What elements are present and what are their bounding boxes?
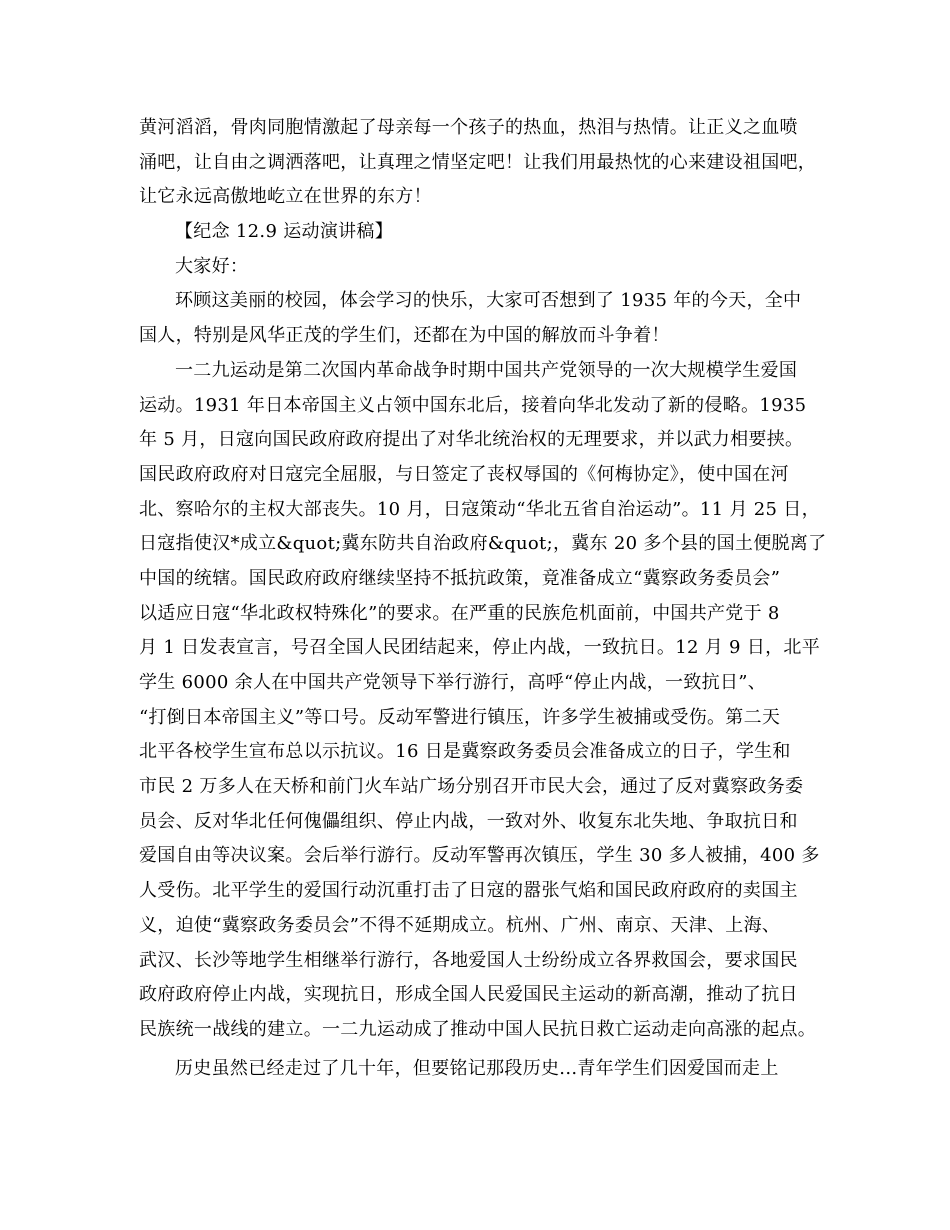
text-line: “打倒日本帝国主义”等口号。反动军警进行镇压，许多学生被捕或受伤。第二天 bbox=[139, 706, 781, 728]
text-line: 涌吧，让自由之调洒落吧，让真理之情坚定吧！让我们用最热忱的心来建设祖国吧， bbox=[139, 151, 817, 173]
text-line: 日寇指使汉*成立&quot;冀东防共自治政府&quot;，冀东 20 多个县的国土便脱离了 bbox=[139, 533, 827, 555]
greeting: 大家好： bbox=[175, 255, 249, 277]
text-line: 一二九运动是第二次国内革命战争时期中国共产党领导的一次大规模学生爱国 bbox=[175, 359, 798, 381]
text-line: 月 1 日发表宣言，号召全国人民团结起来，停止内战，一致抗日。12 月 9 日，北平 bbox=[139, 637, 821, 659]
text-line: 国人，特别是风华正茂的学生们，还都在为中国的解放而斗争着！ bbox=[139, 325, 670, 347]
speech-text bbox=[139, 111, 829, 1086]
text-line: 让它永远高傲地屹立在世界的东方！ bbox=[139, 186, 432, 208]
text-line: 爱国自由等决议案。会后举行游行。反动军警再次镇压，学生 30 多人被捕，400 多 bbox=[139, 845, 820, 867]
text-line: 政府政府停止内战，实现抗日，形成全国人民爱国民主运动的新高潮，推动了抗日 bbox=[139, 984, 798, 1006]
text-line: 历史虽然已经走过了几十年，但要铭记那段历史...青年学生们因爱国而走上 bbox=[175, 1057, 779, 1079]
text-line: 年 5 月，日寇向国民政府政府提出了对华北统治权的无理要求，并以武力相要挟。 bbox=[139, 429, 804, 451]
text-line: 武汉、长沙等地学生相继举行游行，各地爱国人士纷纷成立各界救国会，要求国民 bbox=[139, 949, 798, 971]
text-line: 以适应日寇“华北政权特殊化”的要求。在严重的民族危机面前，中国共产党于 8 bbox=[139, 602, 780, 624]
text-line: 运动。1931 年日本帝国主义占领中国东北后，接着向华北发动了新的侵略。1935 bbox=[139, 394, 807, 416]
text-line: 中国的统辖。国民政府政府继续坚持不抵抗政策，竟准备成立“冀察政务委员会” bbox=[139, 567, 781, 589]
text-line: 市民 2 万多人在天桥和前门火车站广场分别召开市民大会，通过了反对冀察政务委 bbox=[139, 776, 804, 798]
text-line: 黄河滔滔，骨肉同胞情激起了母亲每一个孩子的热血，热泪与热情。让正义之血喷 bbox=[139, 117, 798, 138]
text-line: 员会、反对华北任何傀儡组织、停止内战，一致对外、收复东北失地、争取抗日和 bbox=[139, 810, 798, 832]
text-line: 国民政府政府对日寇完全屈服，与日签定了丧权辱国的《何梅协定》，使中国在河 bbox=[139, 463, 789, 485]
text-line: 学生 6000 余人在中国共产党领导下举行游行，高呼“停止内战，一致抗日”、 bbox=[139, 672, 767, 693]
text-line: 环顾这美丽的校园，体会学习的快乐，大家可否想到了 1935 年的今天，全中 bbox=[175, 290, 802, 312]
text-line: 人受伤。北平学生的爱国行动沉重打击了日寇的嚣张气焰和国民政府政府的卖国主 bbox=[139, 880, 798, 902]
text-line: 北平各校学生宣布总以示抗议。16 日是冀察政务委员会准备成立的日子，学生和 bbox=[139, 741, 791, 763]
text-line: 民族统一战线的建立。一二九运动成了推动中国人民抗日救亡运动走向高涨的起点。 bbox=[139, 1018, 817, 1040]
speech-title: 【纪念 12.9 运动演讲稿】 bbox=[175, 221, 394, 243]
text-line: 北、察哈尔的主权大部丧失。10 月，日寇策动“华北五省自治运动”。11 月 25 日， bbox=[139, 498, 820, 520]
text-line: 义，迫使“冀察政务委员会”不得不延期成立。杭州、广州、南京、天津、上海、 bbox=[139, 914, 781, 936]
